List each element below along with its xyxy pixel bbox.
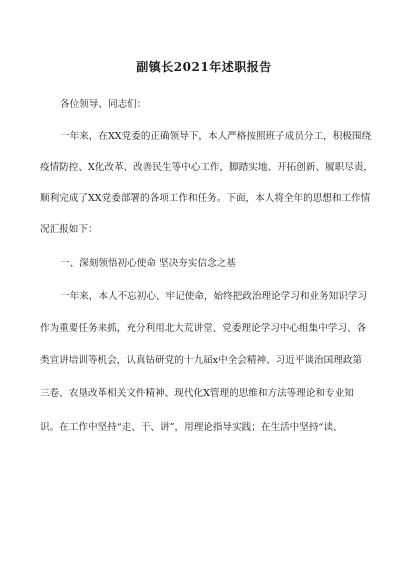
- paragraph-2-line-1: 一年来，本人不忘初心、牢记使命，始终把政治理论学习和业务知识学习: [60, 291, 367, 302]
- paragraph-2-line-4: 三卷、农垦改革相关文件精神、现代化X管理的思维和方法等理论和专业知: [40, 388, 354, 399]
- paragraph-2-line-2: 作为重要任务来抓，充分利用北大荒讲堂、党委理论学习中心组集中学习、各: [40, 323, 367, 334]
- greeting: 各位领导、同志们：: [60, 99, 147, 110]
- section-1-heading: 一、深刻领悟初心使命 坚决夯实信念之基: [60, 258, 236, 269]
- paragraph-1-line-4: 况汇报如下：: [40, 224, 98, 235]
- paragraph-1-line-1: 一年来，在XX党委的正确领导下，本人严格按照班子成员分工，积极围绕: [60, 131, 372, 142]
- document-title: 副镇长2021年述职报告: [136, 60, 272, 74]
- paragraph-2-line-3: 类宣讲培训等机会，认真钻研党的十九届x中全会精神、习近平谈治国理政第: [40, 355, 363, 366]
- paragraph-2-line-5: 识。在工作中坚持“走、干、讲”，用理论指导实践；在生活中坚持“读、: [40, 422, 343, 433]
- paragraph-1-line-3: 顺利完成了XX党委部署的各项工作和任务。下面，本人将全年的思想和工作情: [40, 193, 371, 204]
- paragraph-1-line-2: 疫情防控、X化改革、改善民生等中心工作，脚踏实地、开拓创新、履职尽责，: [40, 162, 374, 173]
